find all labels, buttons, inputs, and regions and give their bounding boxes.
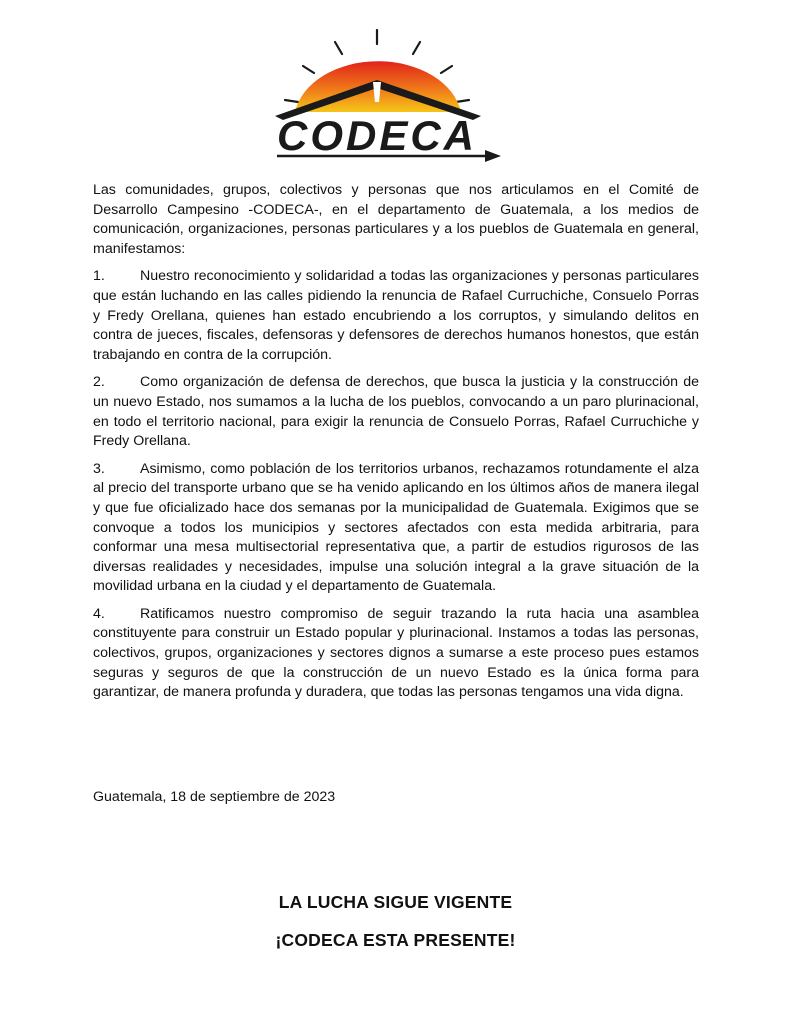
item-number: 2. bbox=[93, 374, 105, 391]
list-item bbox=[93, 373, 699, 451]
closing-slogan-2: ¡CODECA ESTA PRESENTE! bbox=[275, 930, 516, 950]
codeca-logo-graphic bbox=[255, 28, 505, 163]
statement-body bbox=[93, 181, 699, 711]
list-item bbox=[93, 460, 699, 597]
item-text: Como organización de defensa de derechos, que busca la justicia y la construcción de un nuevo Estado, nos sumamos a la lucha de los pueblos, convocando a un paro plurinacional, en todo el territorio nacional, para exigir la renuncia de Consuelo Porras, Rafael Curruchiche y Fredy Orellana. bbox=[93, 374, 699, 450]
list-item bbox=[93, 605, 699, 703]
item-text: Ratificamos nuestro compromiso de seguir trazando la ruta hacia una asamblea constituyente para construir un Estado popular y plurinacional. Instamos a todas las personas, colectivos, grupos, organizaciones y sectores dignos a sumarse a este proceso pues estamos seguras y seguros de que la construcción de un nuevo Estado es la única forma para garantizar, de manera profunda y duradera, que todas las personas tengamos una vida digna. bbox=[93, 605, 699, 701]
date-line: Guatemala, 18 de septiembre de 2023 bbox=[93, 789, 336, 805]
intro-paragraph: Las comunidades, grupos, colectivos y personas que nos articulamos en el Comité de Desarrollo Campesino -CODECA-, en el departamento de Guatemala, a los medios de comunicación, organizaciones, personas particulares y a los pueblos de Guatemala en general, manifestamos: bbox=[93, 182, 699, 257]
logo-arrowhead bbox=[485, 150, 501, 162]
list-item bbox=[93, 267, 699, 365]
closing-slogan-1: LA LUCHA SIGUE VIGENTE bbox=[278, 892, 513, 912]
item-number: 1. bbox=[93, 268, 105, 285]
item-number: 3. bbox=[93, 460, 105, 477]
item-number: 4. bbox=[93, 605, 105, 622]
item-text: Nuestro reconocimiento y solidaridad a todas las organizaciones y personas particulares que están luchando en las calles pidiendo la renuncia de Rafael Curruchiche, Consuelo Porras y Fredy Orellana, quienes han estado encubriendo a los corruptos, y simulando delitos en contra de jueces, fiscales, defensoras y defensores de derechos humanos honestos, que están trabajando en contra de la corrupción. bbox=[93, 268, 699, 363]
codeca-logo bbox=[255, 28, 505, 163]
logo-text: CODECA bbox=[277, 112, 478, 159]
item-text: Asimismo, como población de los territorios urbanos, rechazamos rotundamente el alza al precio del transporte urbano que se ha venido aplicando en los últimos años de manera ilegal y que fue oficializado hace dos semanas por la municipalidad de Guatemala. Exigimos que se convoque a todos los municipios y sectores afectados con esta medida arbitraria, para conformar una mesa multisectorial representativa que, a partir de estudios rigurosos de las diversas realidades y necesidades, impulse una solución integral a la grave situación de la movilidad urbana en la ciudad y el departamento de Guatemala. bbox=[93, 460, 699, 595]
